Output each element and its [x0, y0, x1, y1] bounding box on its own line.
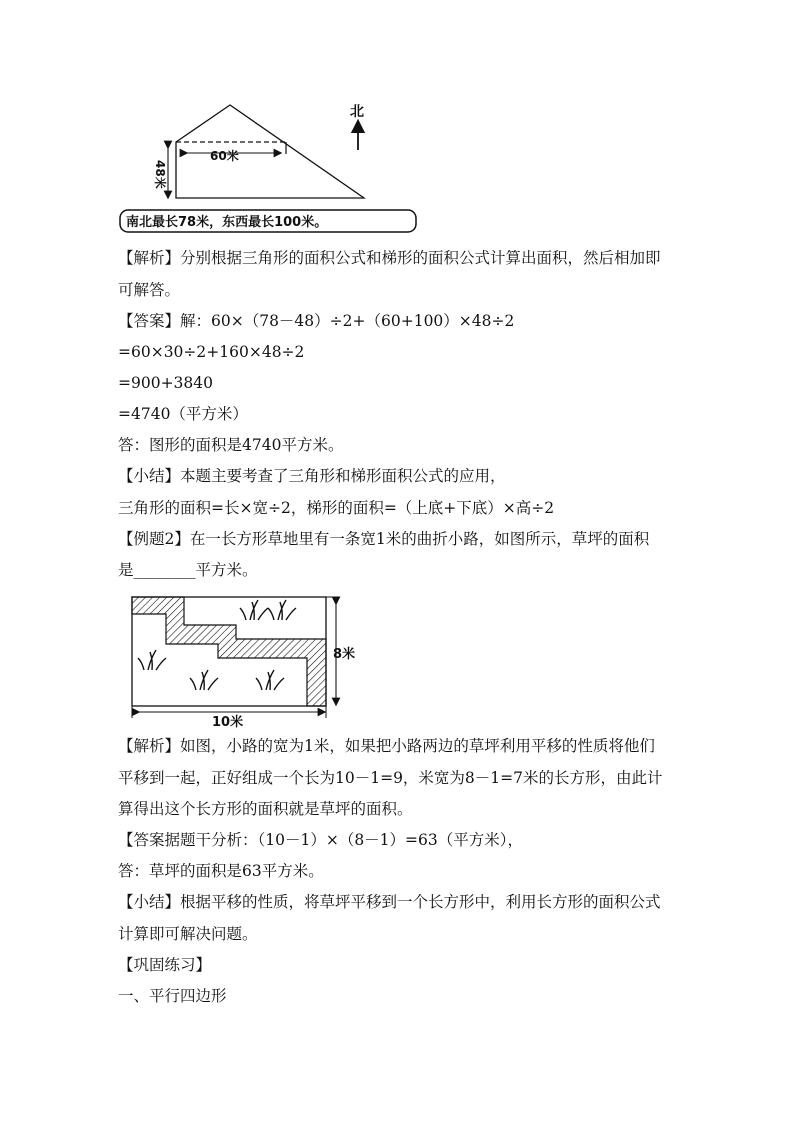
ex2-analysis-cont-2: 算得出这个长方形的面积就是草坪的面积。 [118, 800, 413, 818]
width-label: 10米 [212, 715, 244, 730]
ex2-answer: 【答案据题干分析：（10－1）×（8－1）=63（平方米）， [118, 831, 524, 849]
practice-heading: 【巩固练习】 [118, 956, 212, 974]
ex1-step-2: =900+3840 [118, 374, 214, 392]
ex1-analysis-cont: 可解答。 [118, 281, 181, 299]
figure-plot-diagram [110, 98, 440, 238]
height-label: 48米 [153, 160, 167, 189]
ex2-question-cont: 是________平方米。 [118, 561, 258, 579]
ex1-step-1: =60×30÷2+160×48÷2 [118, 343, 305, 361]
ex2-question: 【例题2】在一长方形草地里有一条宽1米的曲折小路，如图所示，草坪的面积 [118, 530, 650, 548]
section-heading: 一、平行四边形 [118, 987, 227, 1005]
figure-lawn-diagram [126, 588, 366, 730]
north-label: 北 [350, 104, 364, 120]
ex1-analysis: 【解析】分别根据三角形的面积公式和梯形的面积公式计算出面积，然后相加即 [118, 249, 661, 267]
ex2-reply: 答：草坪的面积是63平方米。 [118, 862, 324, 880]
ex2-summary-cont: 计算即可解决问题。 [118, 925, 258, 943]
ex1-summary-cont: 三角形的面积=长×宽÷2，梯形的面积=（上底+下底）×高÷2 [118, 499, 555, 517]
ex1-step-3: =4740（平方米） [118, 405, 248, 423]
width-label: 60米 [210, 149, 239, 163]
ex1-summary: 【小结】本题主要考查了三角形和梯形面积公式的应用， [118, 467, 506, 485]
plot-outline [176, 105, 364, 198]
ex2-summary: 【小结】根据平移的性质，将草坪平移到一个长方形中，利用长方形的面积公式 [118, 893, 661, 911]
height-label: 8米 [333, 647, 356, 662]
ex1-reply: 答：图形的面积是4740平方米。 [118, 436, 344, 454]
figure-caption: 南北最长78米，东西最长100米。 [126, 215, 328, 230]
ex2-analysis: 【解析】如图，小路的宽为1米，如果把小路两边的草坪利用平移的性质将他们 [118, 737, 655, 755]
ex2-analysis-cont-1: 平移到一起，正好组成一个长为10－1=9，米宽为8－1=7米的长方形，由此计 [118, 769, 663, 787]
ex1-answer: 【答案】解：60×（78－48）÷2+（60+100）×48÷2 [118, 312, 515, 330]
